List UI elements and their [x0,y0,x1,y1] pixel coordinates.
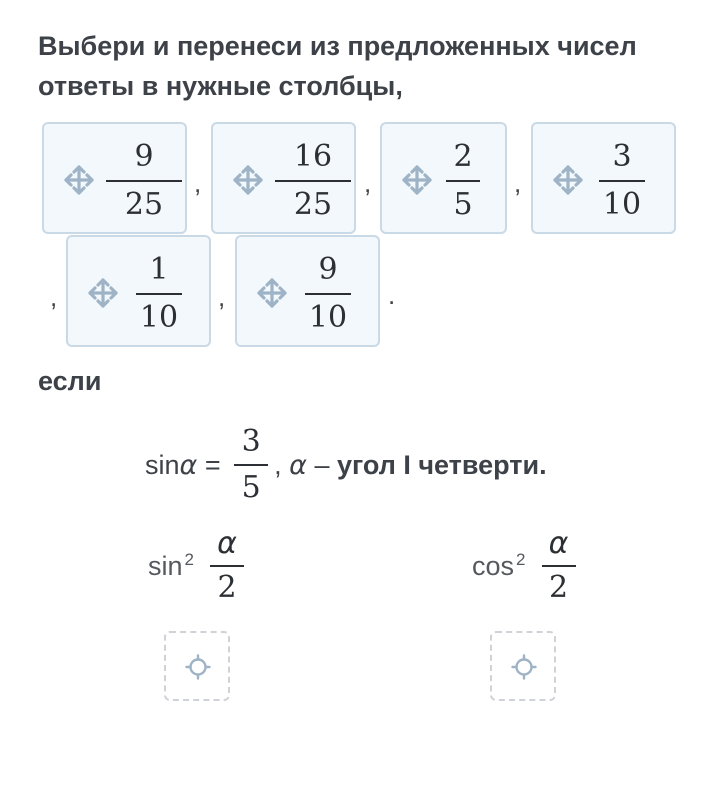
fraction [275,138,351,224]
period-separator: . [388,280,396,310]
alpha-symbol: α [289,449,307,481]
fraction-bar [305,293,351,295]
move-icon [551,163,585,197]
numerator: 9 [134,139,154,174]
move-icon [86,276,120,310]
fraction-bar [106,180,182,182]
equals-sign: = [197,449,229,480]
drop-target-icon [185,654,211,680]
move-icon [231,163,265,197]
function-name: cos [472,550,515,581]
answer-tile-3-10[interactable] [531,122,676,234]
denominator: 2 [548,570,569,605]
fraction-bar [210,565,244,567]
fraction [599,138,645,224]
condition-label: если [38,366,102,396]
sin-function: sin [145,449,180,480]
fraction-bar [136,293,182,295]
fraction-bar [275,180,351,182]
comma-separator: , [218,282,226,312]
column-header-sin [148,526,244,606]
function-name: sin [148,550,183,581]
fraction [305,251,351,337]
numerator: 16 [293,139,333,174]
dropzone-sin[interactable] [164,631,230,701]
answer-tile-2-5[interactable] [380,122,507,234]
task-instruction: Выбери и перенеси из предложенных чисел ответы в нужные столбцы, [38,31,637,101]
denominator: 25 [124,187,164,222]
half-angle-fraction [542,527,576,605]
denominator: 10 [602,187,642,222]
fraction [106,138,182,224]
fraction [136,251,182,337]
move-icon [400,163,434,197]
comma-separator: , [194,168,202,198]
numerator: 9 [318,252,338,287]
answer-tile-9-10[interactable] [235,235,380,347]
power: 2 [516,550,526,569]
denominator: 2 [217,570,237,605]
comma-separator: , [514,168,522,198]
move-icon [62,163,96,197]
drop-target-icon [511,654,537,680]
condition-formula [145,420,547,510]
numerator: α [548,526,569,561]
fraction [446,138,480,224]
dropzone-cos[interactable] [490,631,556,701]
denominator: 25 [293,187,333,222]
numerator: 2 [453,139,473,174]
column-header-cos [472,526,576,606]
comma-separator: , [50,282,58,312]
move-icon [255,276,289,310]
condition-fraction [234,424,268,506]
numerator: 3 [612,139,632,174]
numerator: α [217,526,237,561]
comma-separator: , [364,168,372,198]
answer-tile-16-25[interactable] [211,122,356,234]
denominator: 5 [453,187,473,222]
fraction-bar [542,565,576,567]
denominator: 5 [241,470,261,505]
numerator: 3 [241,424,261,459]
answer-tile-1-10[interactable] [66,235,211,347]
fraction-bar [234,464,268,466]
fraction-bar [446,180,480,182]
alpha-symbol: α [179,449,198,481]
answer-tile-9-25[interactable] [42,122,187,234]
half-angle-fraction [210,527,244,605]
power: 2 [184,550,194,569]
fraction-bar [599,180,645,182]
numerator: 1 [149,252,169,287]
denominator: 10 [139,300,179,335]
condition-text: угол I четверти. [336,449,547,480]
denominator: 10 [308,300,348,335]
comma: , [274,449,290,480]
dash: – [306,449,337,480]
